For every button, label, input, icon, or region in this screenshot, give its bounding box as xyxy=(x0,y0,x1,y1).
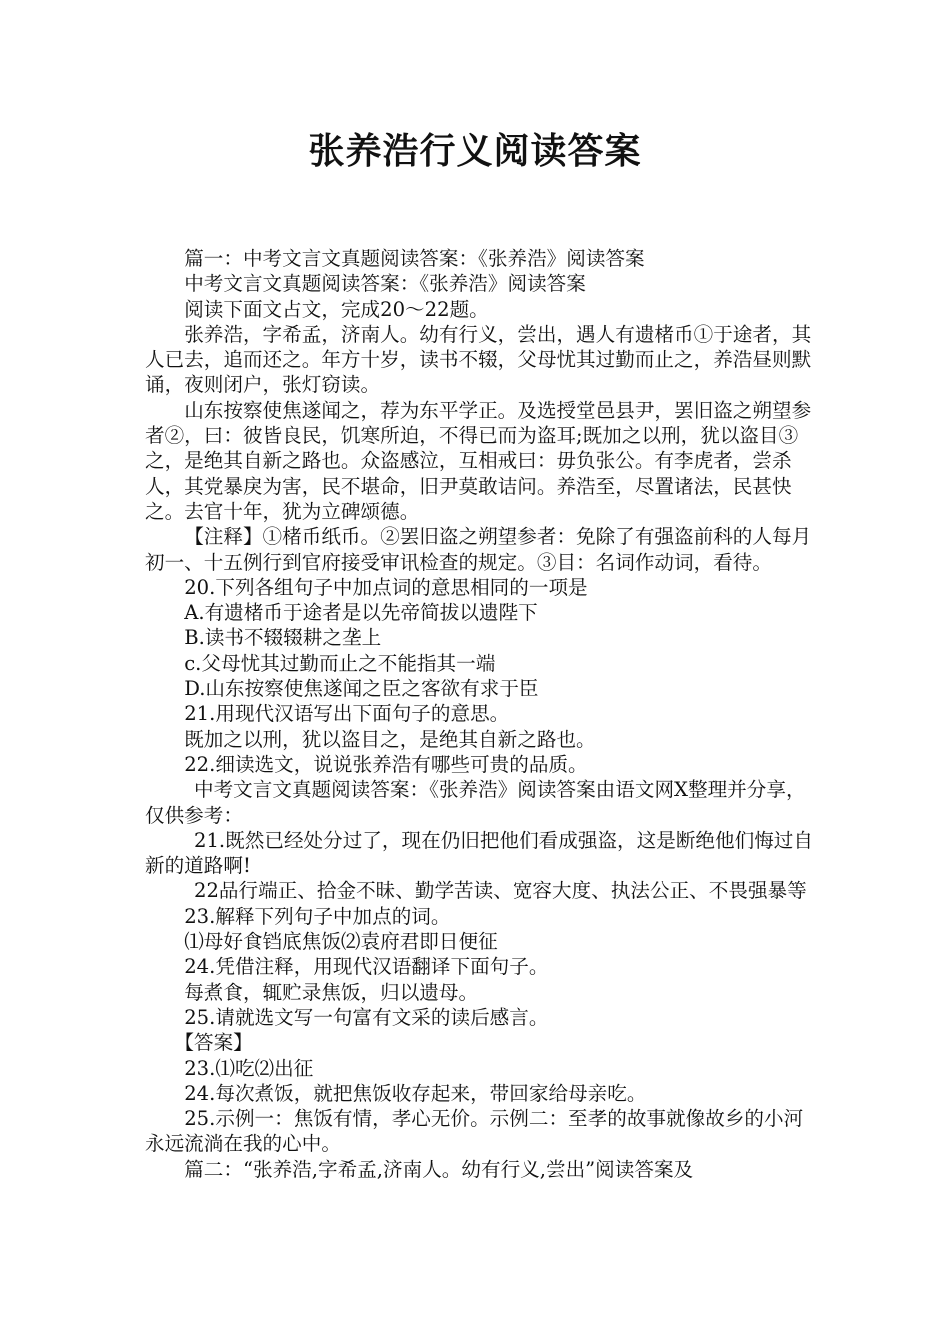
answer-paragraph: 22品行端正、拾金不昧、勤学苦读、宽容大度、执法公正、不畏强暴等 xyxy=(194,879,807,903)
question-paragraph: 22.细读选文，说说张养浩有哪些可贵的品质。 xyxy=(184,752,588,776)
answer-paragraph: 24.每次煮饭，就把焦饭收存起来，带回家给母亲吃。 xyxy=(184,1081,647,1105)
document-body xyxy=(145,246,813,1182)
answer-paragraph: 25.示例一：焦饭有情，孝心无价。示例二：至孝的故事就像故乡的小河永远流淌在我的心中。 xyxy=(145,1107,804,1156)
answer-heading: 【答案】 xyxy=(174,1031,253,1055)
paragraph: 中考文言文真题阅读答案：《张养浩》阅读答案 xyxy=(184,272,586,296)
question-paragraph: 21.用现代汉语写出下面句子的意思。 xyxy=(184,702,510,726)
paragraph: ⑴母好食铛底焦饭⑵袁府君即日便征 xyxy=(184,930,498,954)
option-d: D.山东按察使焦遂闻之臣之客欲有求于臣 xyxy=(184,677,539,701)
question-paragraph: 20.下列各组句子中加点词的意思相同的一项是 xyxy=(184,575,588,599)
paragraph: 篇二：“张养浩,字希孟,济南人。幼有行义,尝出”阅读答案及 xyxy=(184,1157,694,1181)
answer-paragraph: 21.既然已经处分过了，现在仍旧把他们看成强盗，这是断绝他们悔过自新的道路啊! xyxy=(145,828,813,878)
paragraph: 篇一：中考文言文真题阅读答案：《张养浩》阅读答案 xyxy=(184,247,645,270)
document-title: 张养浩行义阅读答案 xyxy=(308,131,642,172)
question-paragraph: 23.解释下列句子中加点的词。 xyxy=(184,904,451,928)
paragraph: 既加之以刑，犹以盗目之，是绝其自新之路也。 xyxy=(184,727,596,751)
option-a: A.有遗楮币于途者是以先帝简拔以遗陛下 xyxy=(184,601,538,625)
paragraph: 每煮食，辄贮录焦饭，归以遗母。 xyxy=(184,980,479,1004)
option-c: c.父母忧其过勤而止之不能指其一端 xyxy=(184,651,496,675)
paragraph: 中考文言文真题阅读答案：《张养浩》阅读答案由语文网X整理并分享，仅供参考： xyxy=(145,778,806,827)
paragraph: 山东按察使焦遂闻之，荐为东平学正。及选授堂邑县尹，罢旧盗之朔望参者②，曰：彼皆良民，饥寒所迫，不得已而为盗耳;既加之以刑，犹以盗目③之，是绝其自新之路也。众盗感泣，互相戒曰：毋负张公。有李虎者，尝杀人，其党暴戾为害，民不堪命，旧尹莫敢诘问。养浩至，尽置诸法，民甚快之。去官十年，犹为立碑颂德。 xyxy=(145,398,812,523)
answer-paragraph: 23.⑴吃⑵出征 xyxy=(184,1056,314,1080)
option-b: B.读书不辍辍耕之垄上 xyxy=(184,626,382,650)
question-paragraph: 24.凭借注释，用现代汉语翻译下面句子。 xyxy=(184,955,549,979)
paragraph: 阅读下面文占文，完成20～22题。 xyxy=(184,297,489,321)
paragraph: 张养浩，字希孟，济南人。幼有行义，尝出，遇人有遗楮币①于途者，其人已去，追而还之。年方十岁，读书不辍，父母忧其过勤而止之，养浩昼则默诵，夜则闭户，张灯窃读。 xyxy=(145,322,812,397)
annotation-paragraph: 【注释】①楮币纸币。②罢旧盗之朔望参者：免除了有强盗前科的人每月初一、十五例行到官府接受审讯检查的规定。③目：名词作动词，看待。 xyxy=(145,525,812,574)
question-paragraph: 25.请就选文写一句富有文采的读后感言。 xyxy=(184,1005,549,1029)
